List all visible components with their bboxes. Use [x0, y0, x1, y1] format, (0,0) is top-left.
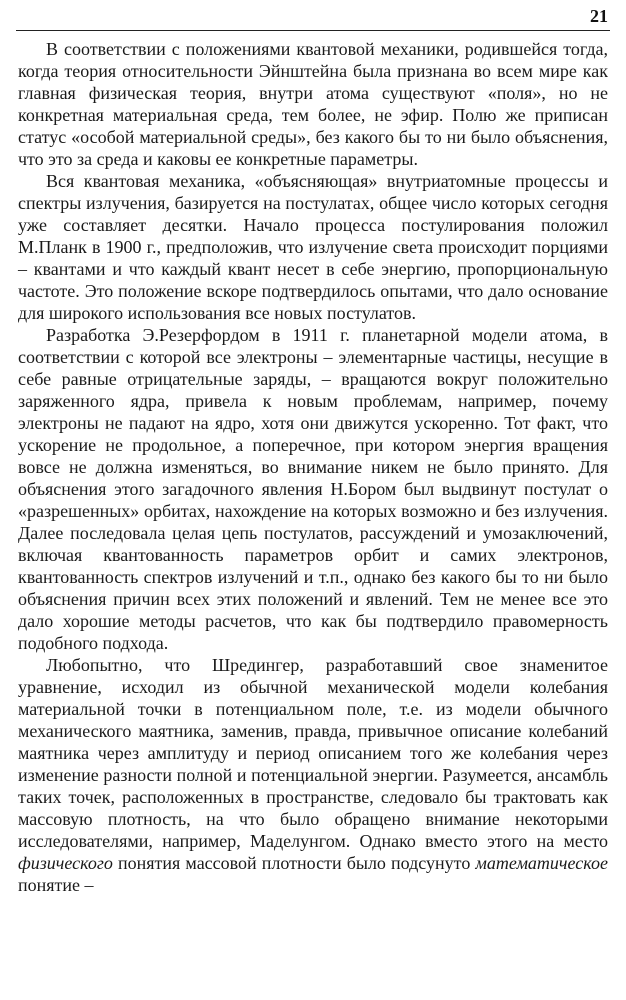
paragraph-text: Любопытно, что Шредингер, разработавший свое знаменитое уравнение, исходил из обычной механической модели колебания материальной точки в потенциальном поле, т.е. из модели обычного механического маятника, заменив, правда, привычное описание колебаний маятника через амплитуду и период описанием того же колебания через изменение разности полной и потенциальной энергии. Разумеется, ансамбль таких точек, расположенных в пространстве, следовало бы трактовать как массовую плотность, на что было обращено внимание некоторыми исследователями, например, Маделунгом. Однако вместо этого на место [18, 655, 608, 851]
paragraph-text: Вся квантовая механика, «объясняющая» внутриатомные процессы и спектры излучения, базируется на постулатах, общее число которых сегодня уже составляет десятки. Начало процесса постулирования положил М.Планк в 1900 г., предположив, что излучение света происходит порциями – квантами и что каждый квант несет в себе энергию, пропорциональную частоте. Это положение вскоре подтвердилось опытами, что дало основание для широкого использования все новых постулатов. [18, 171, 608, 323]
page-number: 21 [590, 6, 608, 26]
paragraph-text: понятие – [18, 875, 94, 895]
paragraph-1 [18, 38, 608, 170]
paragraph-text: Разработка Э.Резерфордом в 1911 г. планетарной модели атома, в соответствии с которой все электроны – элементарные частицы, несущие в себе равные отрицательные заряды, – вращаются вокруг положительно заряженного ядра, привела к новым проблемам, например, почему электроны не падают на ядро, хотя они движутся ускоренно. Тот факт, что ускорение не продольное, а поперечное, при котором энергия вращения вовсе не должна изменяться, во внимание никем не было принято. Для объяснения этого загадочного явления Н.Бором был выдвинут постулат о «разрешенных» орбитах, нахождение на которых возможно и без излучения. Далее последовала целая цепь постулатов, рассуждений и умозаключений, включая квантованность параметров орбит и самих электронов, квантованность спектров излучений и т.п., однако без какого бы то ни было объяснения причин всех этих положений и явлений. Тем не менее все это дало хорошие методы расчетов, что как бы подтвердило правомерность подобного подхода. [18, 325, 608, 653]
book-page [16, 0, 610, 1000]
italic-term-physical: физического [18, 853, 113, 873]
paragraph-2 [18, 170, 608, 324]
paragraph-text: понятия массовой плотности было подсунуто [112, 853, 476, 873]
paragraph-4 [18, 654, 608, 896]
header-rule [16, 30, 610, 31]
italic-term-mathematical: математическое [475, 853, 608, 873]
body-text [18, 38, 608, 896]
paragraph-3 [18, 324, 608, 654]
paragraph-text: В соответствии с положениями квантовой механики, родившейся тогда, когда теория относительности Эйнштейна была признана во всем мире как главная физическая теория, внутри атома существуют «поля», но не конкретная материальная среда, тем более, не эфир. Полю же приписан статус «особой материальной среды», без какого бы то ни было объяснения, что это за среда и каковы ее конкретные параметры. [18, 39, 608, 169]
